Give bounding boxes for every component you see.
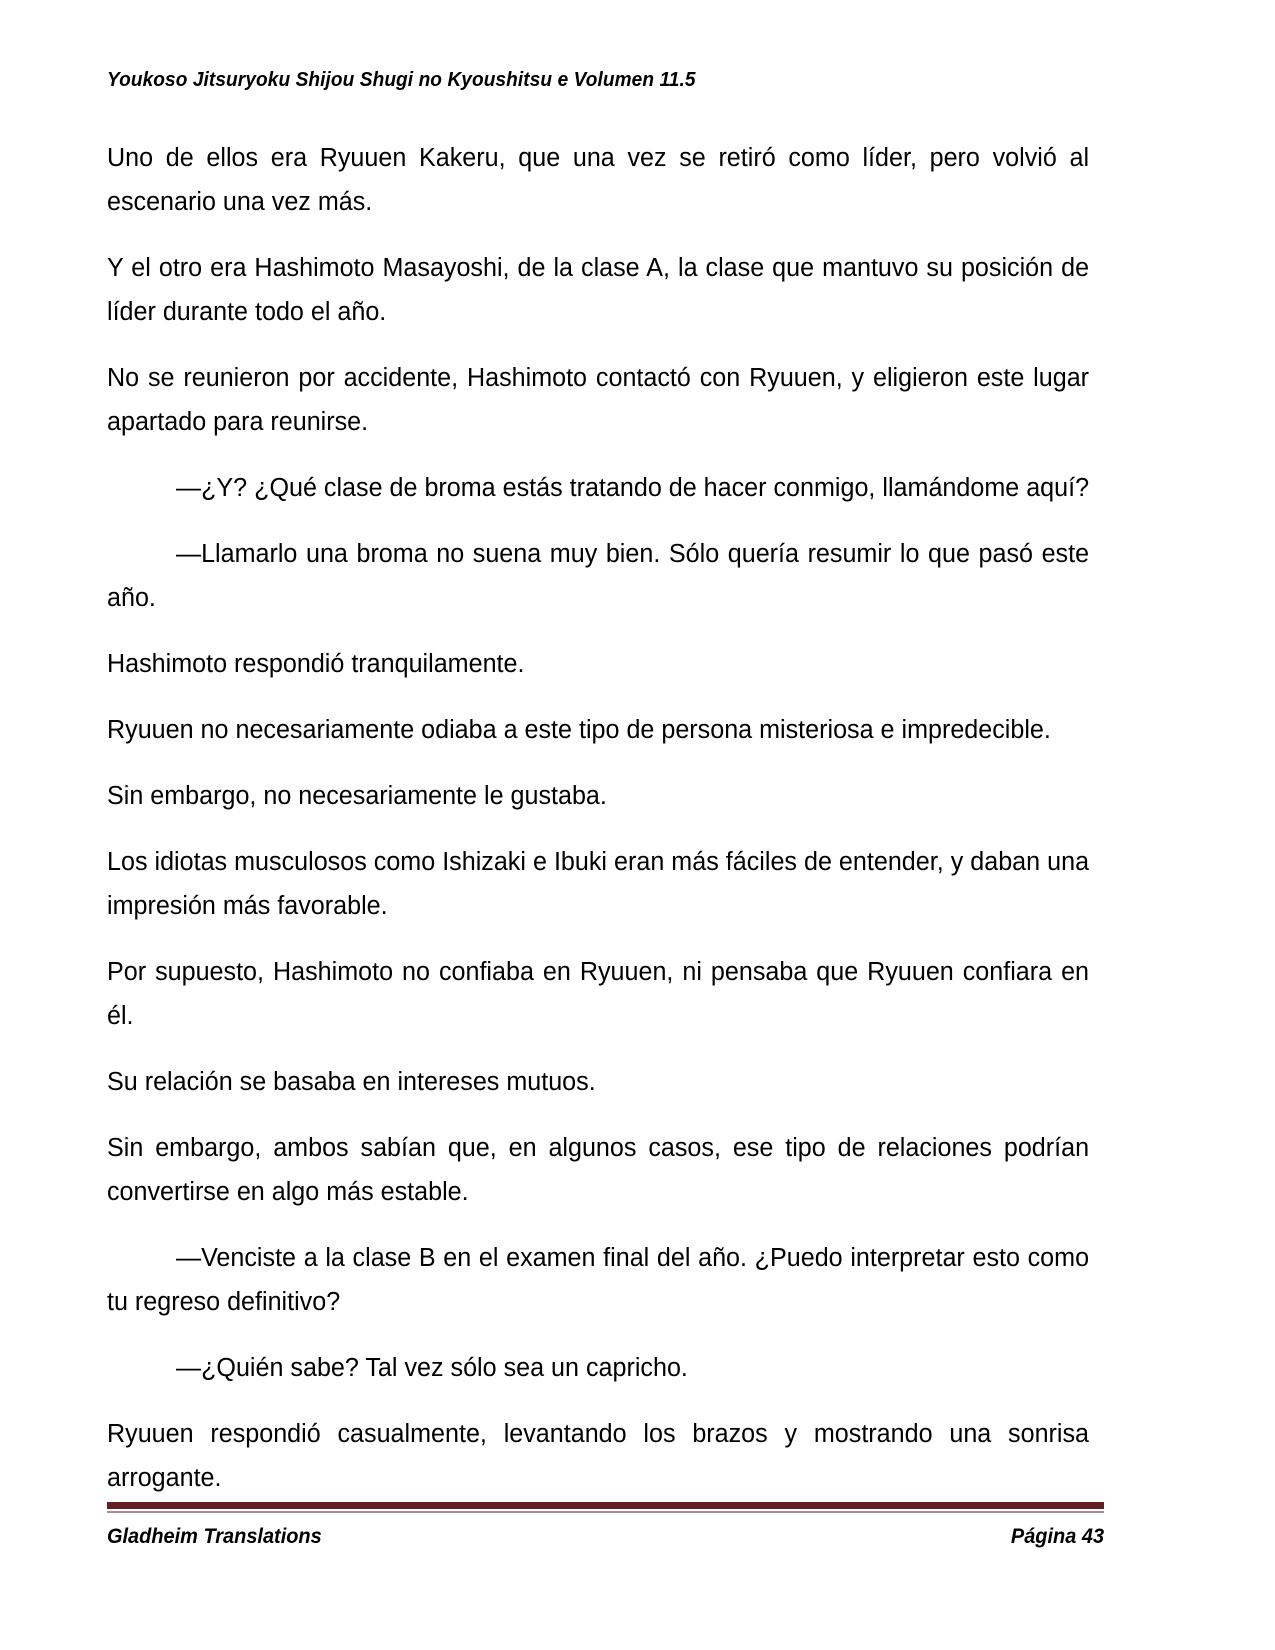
paragraph: No se reunieron por accidente, Hashimoto contactó con Ryuuen, y eligieron este lugar apartado para reunirse. bbox=[107, 364, 1090, 436]
paragraph: Ryuuen respondió casualmente, levantando los brazos y mostrando una sonrisa arrogante. bbox=[107, 1420, 1090, 1492]
header-title: Youkoso Jitsuryoku Shijou Shugi no Kyoushitsu e Volumen 11.5 bbox=[107, 68, 696, 91]
paragraph: Uno de ellos era Ryuuen Kakeru, que una vez se retiró como líder, pero volvió al escenario una vez más. bbox=[107, 144, 1090, 216]
paragraph: Sin embargo, no necesariamente le gustaba. bbox=[107, 782, 607, 810]
footer-divider-thin bbox=[107, 1511, 1104, 1513]
page-header bbox=[107, 68, 1103, 92]
dialogue-paragraph: —¿Y? ¿Qué clase de broma estás tratando de hacer conmigo, llamándome aquí? bbox=[175, 474, 1090, 502]
footer-page-number: Página 43 bbox=[1010, 1525, 1104, 1548]
dialogue-paragraph: —¿Quién sabe? Tal vez sólo sea un capricho. bbox=[175, 1354, 688, 1382]
paragraph: Ryuuen no necesariamente odiaba a este tipo de persona misteriosa e impredecible. bbox=[107, 716, 1051, 744]
document-body bbox=[107, 136, 1104, 1500]
footer-divider-thick bbox=[107, 1502, 1104, 1509]
paragraph: Sin embargo, ambos sabían que, en algunos casos, ese tipo de relaciones podrían convertirse en algo más estable. bbox=[107, 1134, 1090, 1206]
paragraph: Hashimoto respondió tranquilamente. bbox=[107, 650, 525, 678]
paragraph: Los idiotas musculosos como Ishizaki e Ibuki eran más fáciles de entender, y daban una impresión más favorable. bbox=[107, 848, 1090, 920]
paragraph: Por supuesto, Hashimoto no confiaba en Ryuuen, ni pensaba que Ryuuen confiara en él. bbox=[107, 958, 1090, 1030]
footer-translator-credit: Gladheim Translations bbox=[107, 1525, 322, 1548]
paragraph: Su relación se basaba en intereses mutuos. bbox=[107, 1068, 596, 1096]
page-footer bbox=[107, 1502, 1104, 1549]
dialogue-paragraph: —Llamarlo una broma no suena muy bien. Sólo quería resumir lo que pasó este año. bbox=[107, 540, 1090, 612]
dialogue-paragraph: —Venciste a la clase B en el examen final del año. ¿Puedo interpretar esto como tu regreso definitivo? bbox=[107, 1244, 1090, 1316]
footer-row bbox=[107, 1525, 1104, 1549]
paragraph: Y el otro era Hashimoto Masayoshi, de la clase A, la clase que mantuvo su posición de líder durante todo el año. bbox=[107, 254, 1090, 326]
